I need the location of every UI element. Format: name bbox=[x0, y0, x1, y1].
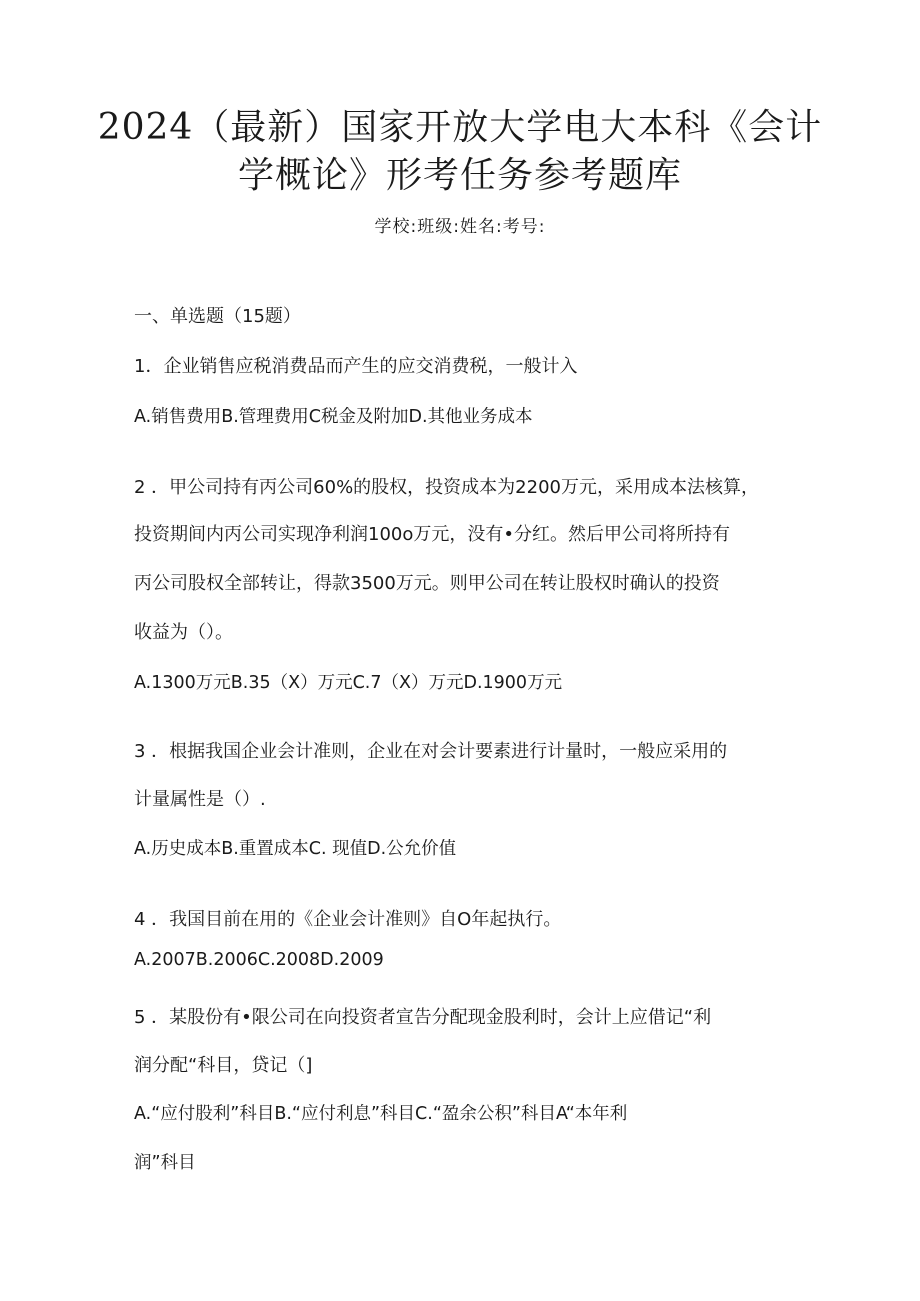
question-2-stem-line-4: 收益为（）。 bbox=[134, 622, 233, 643]
document-title-line-2: 学概论》形考任务参考题库 bbox=[237, 155, 682, 196]
question-3-options: A.历史成本B.重置成本C. 现值D.公允价值 bbox=[134, 839, 457, 859]
question-2-stem-line-2: 投资期间内丙公司实现净利润100o万元，没有•分红。然后甲公司将所持有 bbox=[134, 524, 730, 545]
question-5-options-line-1: A.“应付股利”科目B.“应付利息”科目C.“盈余公积”科目A“本年利 bbox=[134, 1104, 628, 1124]
question-2-stem-line-3: 丙公司股权全部转让，得款3500万元。则甲公司在转让股权时确认的投资 bbox=[134, 573, 720, 594]
question-3-stem-line-1: 3 ．根据我国企业会计准则，企业在对会计要素进行计量时，一般应采用的 bbox=[134, 741, 728, 762]
question-1-stem: 1．企业销售应税消费品而产生的应交消费税，一般计入 bbox=[134, 356, 578, 377]
section-heading: 一、单选题（15题） bbox=[134, 306, 301, 327]
question-4-options: A.2007B.2006C.2008D.2009 bbox=[134, 950, 384, 970]
student-info-line: 学校:班级:姓名:考号: bbox=[374, 217, 546, 237]
question-3-stem-line-2: 计量属性是（）. bbox=[134, 789, 266, 810]
question-5-stem-line-2: 润分配“科目，贷记（] bbox=[134, 1055, 313, 1076]
question-5-options-line-2: 润”科目 bbox=[134, 1153, 196, 1173]
question-2-stem-line-1: 2 ．甲公司持有丙公司60%的股权，投资成本为2200万元，采用成本法核算， bbox=[134, 477, 759, 498]
question-2-options: A.1300万元B.35（X）万元C.7（X）万元D.1900万元 bbox=[134, 673, 563, 693]
question-1-options: A.销售费用B.管理费用C税金及附加D.其他业务成本 bbox=[134, 407, 533, 427]
document-title-line-1: 2024（最新）国家开放大学电大本科《会计 bbox=[97, 107, 823, 148]
question-5-stem-line-1: 5 ．某股份有•限公司在向投资者宣告分配现金股利时，会计上应借记“利 bbox=[134, 1007, 712, 1028]
question-4-stem: 4 ．我国目前在用的《企业会计准则》自O年起执行。 bbox=[134, 909, 562, 930]
